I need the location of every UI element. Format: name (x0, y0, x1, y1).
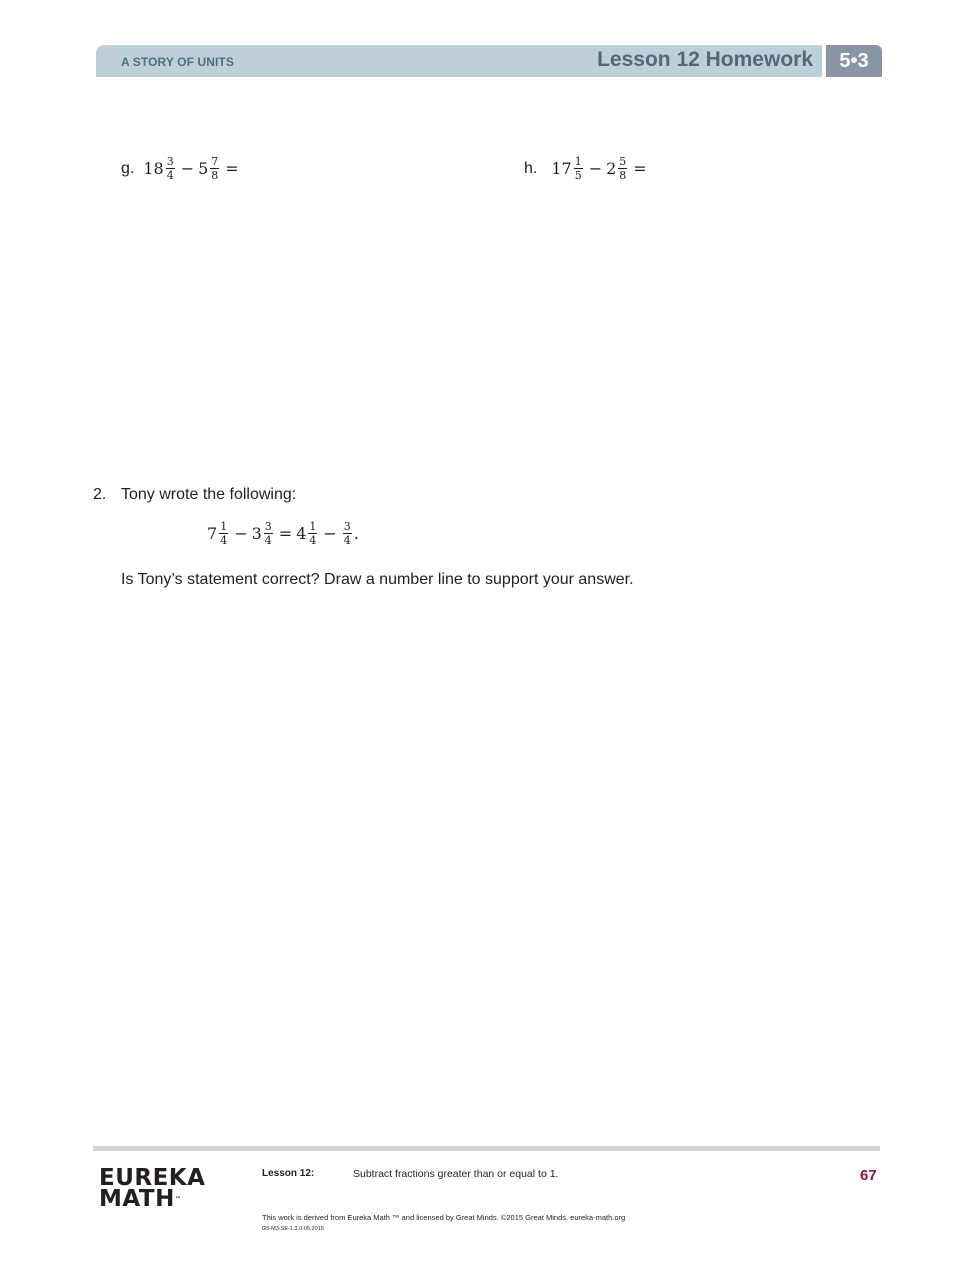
footer-lesson-label: Lesson 12: (262, 1168, 315, 1179)
tony-equation-expression (207, 521, 359, 546)
numerator: 1 (574, 155, 582, 168)
fraction (618, 156, 627, 181)
question-2-intro: Tony wrote the following: (121, 486, 297, 503)
denominator: 4 (343, 534, 351, 547)
problem-h-expression (551, 156, 650, 181)
numerator: 3 (343, 520, 351, 533)
problem-g (121, 156, 243, 181)
denominator: 4 (309, 534, 317, 547)
footer-lesson-description: Subtract fractions greater than or equal to 1. (353, 1168, 559, 1180)
numerator: 3 (166, 155, 174, 168)
fraction (343, 521, 352, 546)
numerator: 5 (619, 155, 627, 168)
tony-equation (207, 521, 359, 546)
question-2-prompt: Is Tony’s statement correct? Draw a number line to support your answer. (121, 571, 634, 588)
numerator: 1 (220, 520, 228, 533)
minus-sign: − (180, 159, 195, 178)
module-badge: 5•3 (826, 45, 882, 77)
minus-sign: − (323, 524, 337, 543)
footer-code: G5-M3-SE-1.3.0-05.2015 (262, 1226, 324, 1232)
footer-divider (93, 1146, 880, 1151)
numerator: 3 (264, 520, 272, 533)
denominator: 8 (211, 169, 219, 182)
fraction (219, 521, 228, 546)
equals-sign: = (278, 524, 293, 543)
denominator: 5 (574, 169, 582, 182)
eureka-math-logo (99, 1165, 206, 1212)
fraction (264, 521, 273, 546)
numerator: 7 (211, 155, 219, 168)
fraction (308, 521, 317, 546)
whole-number: 3 (251, 524, 262, 543)
denominator: 8 (619, 169, 627, 182)
denominator: 4 (264, 534, 272, 547)
footer-credit: This work is derived from Eureka Math ™ and licensed by Great Minds. ©2015 Great Minds. eureka-math.org (262, 1213, 626, 1222)
lesson-title: Lesson 12 Homework (597, 48, 813, 71)
minus-sign: − (234, 524, 248, 543)
problem-h (524, 156, 651, 181)
page-number: 67 (860, 1167, 877, 1184)
equals-sign: = (633, 159, 647, 178)
problem-g-expression (143, 156, 242, 181)
problem-g-label: g. (121, 159, 135, 177)
whole-number: 18 (143, 159, 164, 178)
minus-sign: − (588, 159, 603, 178)
whole-number: 2 (606, 159, 617, 178)
fraction (210, 156, 219, 181)
series-label: A STORY OF UNITS (121, 55, 234, 69)
numerator: 1 (309, 520, 317, 533)
logo-line-2 (99, 1186, 205, 1212)
whole-number: 5 (198, 159, 209, 178)
period: . (353, 524, 359, 543)
logo-trademark: ™ (174, 1196, 182, 1203)
whole-number: 17 (551, 159, 572, 178)
denominator: 4 (166, 169, 174, 182)
logo-line-2-text: MATH (99, 1186, 175, 1212)
equals-sign: = (225, 159, 239, 178)
logo-line-1: EUREKA (99, 1165, 206, 1191)
question-2-number: 2. (93, 486, 107, 503)
whole-number: 7 (207, 524, 218, 543)
problem-h-label: h. (524, 159, 538, 177)
whole-number: 4 (296, 524, 307, 543)
denominator: 4 (220, 534, 228, 547)
fraction (574, 156, 583, 181)
fraction (166, 156, 175, 181)
